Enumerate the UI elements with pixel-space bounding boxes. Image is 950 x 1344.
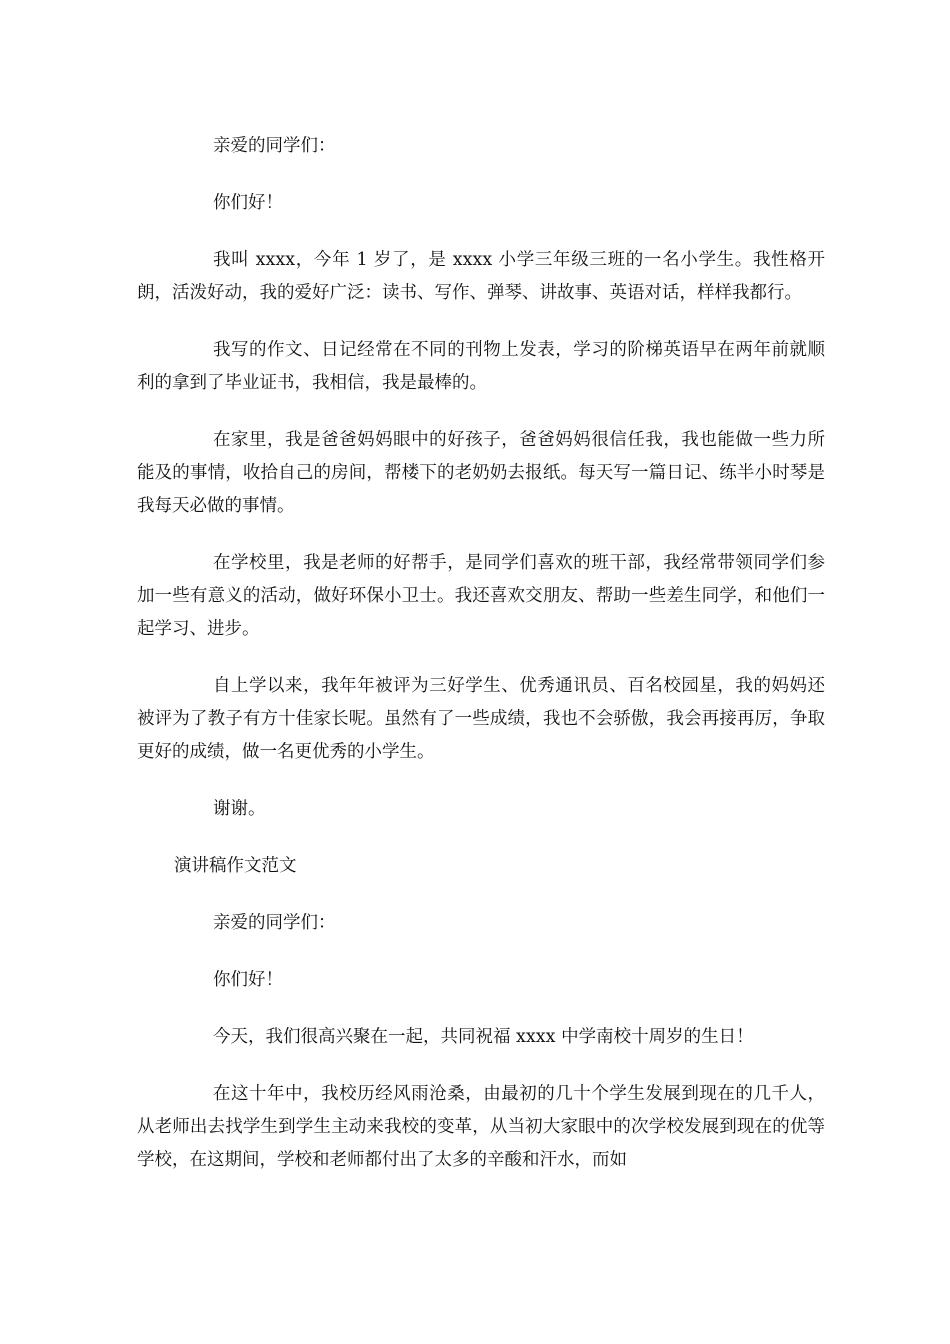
salutation-2: 亲爱的同学们：: [213, 913, 336, 933]
document-body: [137, 130, 825, 1177]
paragraph-writing: 我写的作文、日记经常在不同的刊物上发表，学习的阶梯英语早在两年前就顺利的拿到了毕业证书，我相信，我是最棒的。: [137, 340, 825, 393]
section-title: 演讲稿作文范文: [174, 856, 297, 876]
closing-thanks: 谢谢。: [213, 799, 266, 819]
salutation: 亲爱的同学们：: [213, 136, 336, 156]
paragraph-home: 在家里，我是爸爸妈妈眼中的好孩子，爸爸妈妈很信任我，我也能做一些力所能及的事情，收拾自己的房间，帮楼下的老奶奶去报纸。每天写一篇日记、练半小时琴是我每天必做的事情。: [137, 430, 825, 516]
paragraph-honors: 自上学以来，我年年被评为三好学生、优秀通讯员、百名校园星，我的妈妈还被评为了教子有方十佳家长呢。虽然有了一些成绩，我也不会骄傲，我会再接再厉，争取更好的成绩，做一名更优秀的小学生。: [137, 676, 825, 762]
paragraph-history: 在这十年中，我校历经风雨沧桑，由最初的几十个学生发展到现在的几千人，从老师出去找学生到学生主动来我校的变革，从当初大家眼中的次学校发展到现在的优等学校，在这期间，学校和老师都付出了太多的辛酸和汗水，而如: [137, 1084, 825, 1170]
paragraph-celebration: 今天，我们很高兴聚在一起，共同祝福 xxxx 中学南校十周岁的生日！: [213, 1027, 754, 1047]
greeting-2: 你们好！: [213, 970, 283, 990]
paragraph-introduction: 我叫 xxxx，今年 1 岁了，是 xxxx 小学三年级三班的一名小学生。我性格开朗，活泼好动，我的爱好广泛：读书、写作、弹琴、讲故事、英语对话，样样我都行。: [137, 250, 825, 303]
greeting: 你们好！: [213, 193, 283, 213]
paragraph-school: 在学校里，我是老师的好帮手，是同学们喜欢的班干部，我经常带领同学们参加一些有意义的活动，做好环保小卫士。我还喜欢交朋友、帮助一些差生同学，和他们一起学习、进步。: [137, 553, 825, 639]
